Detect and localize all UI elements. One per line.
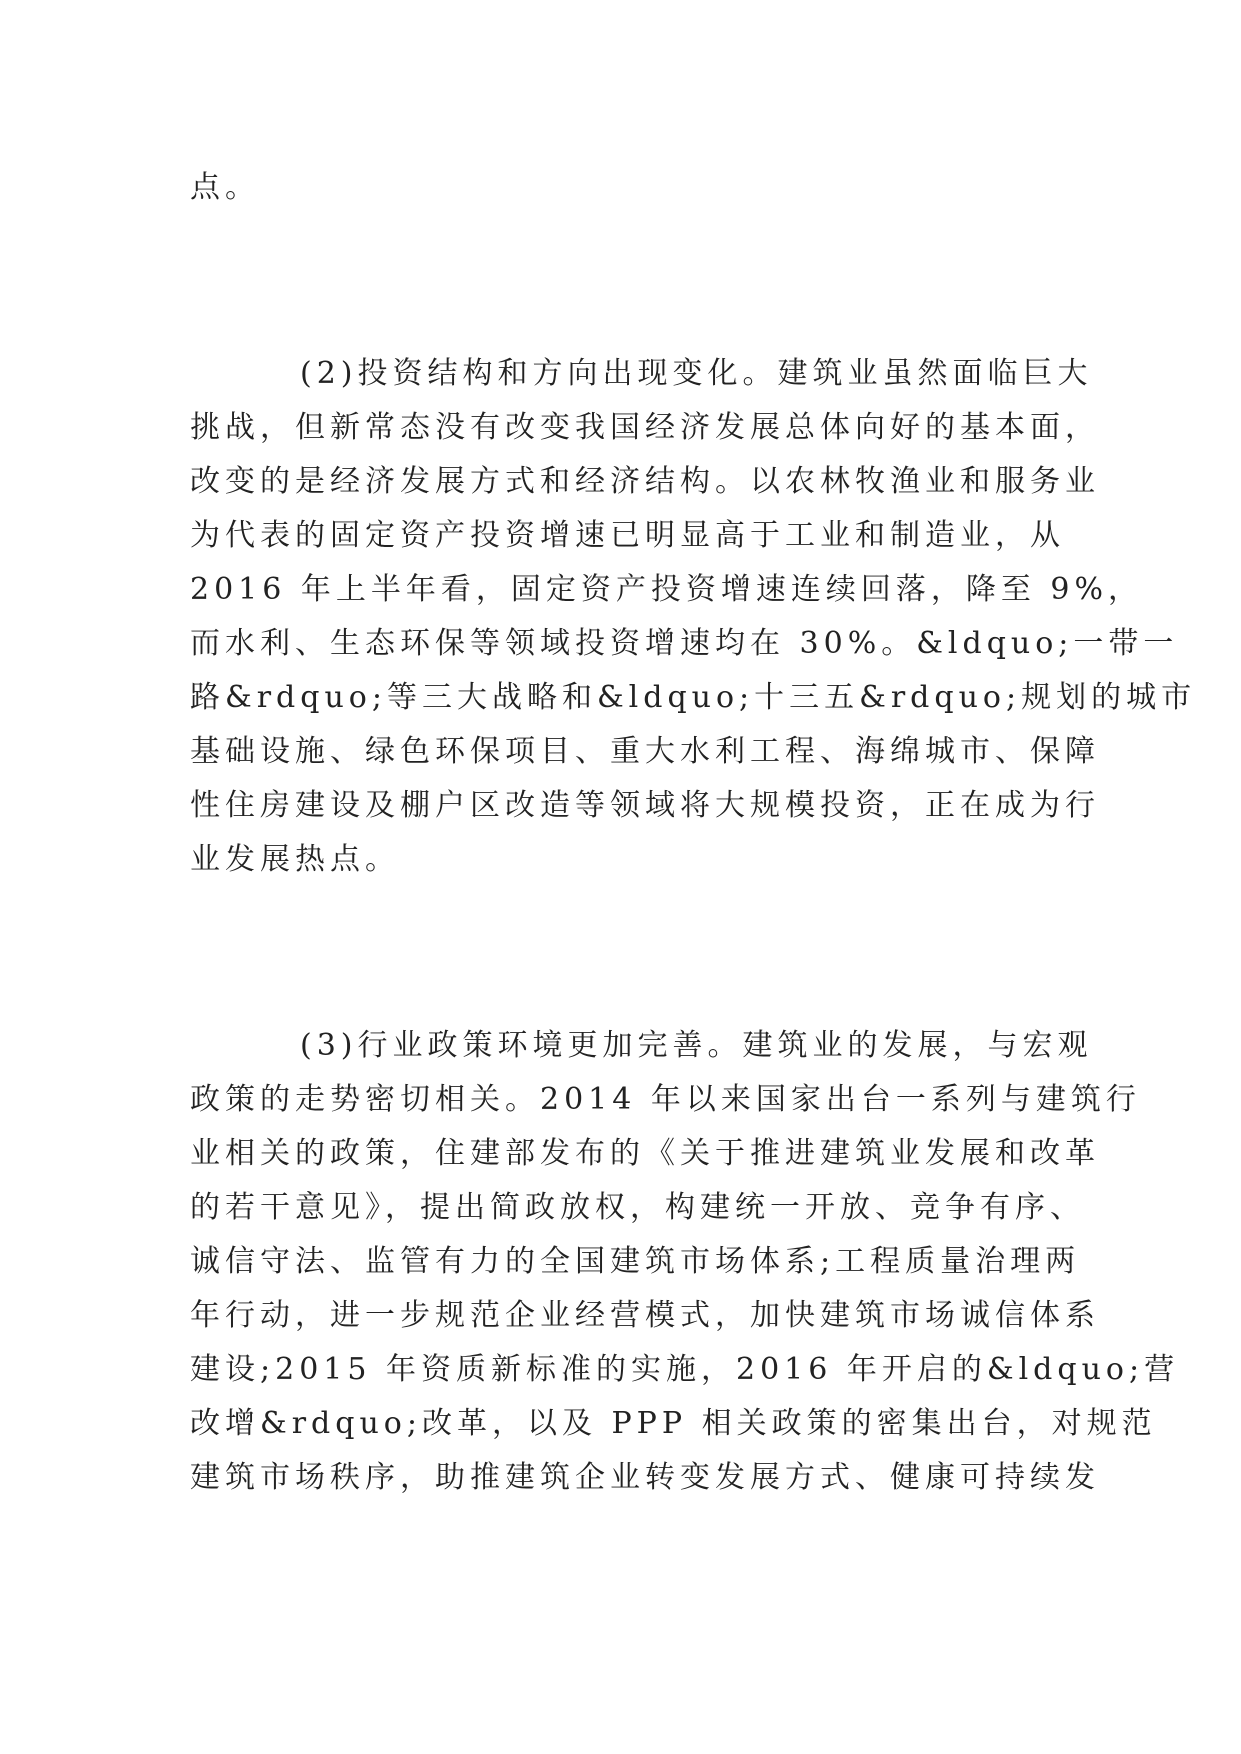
paragraph-3-line-9: 建筑市场秩序，助推建筑企业转变发展方式、健康可持续发	[190, 1460, 1100, 1495]
paragraph-2-line-7: 路&rdquo;等三大战略和&ldquo;十三五&rdquo;规划的城市	[190, 680, 1197, 715]
paragraph-3-line-8: 改增&rdquo;改革，以及 PPP 相关政策的密集出台，对规范	[190, 1406, 1157, 1441]
paragraph-3-line-5: 诚信守法、监管有力的全国建筑市场体系;工程质量治理两	[190, 1244, 1081, 1279]
paragraph-3-line-1: (3)行业政策环境更加完善。建筑业的发展，与宏观	[300, 1028, 1093, 1063]
paragraph-2-line-3: 改变的是经济发展方式和经济结构。以农林牧渔业和服务业	[190, 464, 1100, 499]
paragraph-3-line-3: 业相关的政策，住建部发布的《关于推进建筑业发展和改革	[190, 1136, 1100, 1171]
paragraph-3-line-2: 政策的走势密切相关。2014 年以来国家出台一系列与建筑行	[190, 1082, 1141, 1117]
paragraph-3-line-4: 的若干意见》，提出简政放权，构建统一开放、竞争有序、	[190, 1190, 1085, 1225]
paragraph-2-line-5: 2016 年上半年看，固定资产投资增速连续回落，降至 9%，	[190, 572, 1144, 607]
paragraph-2-line-6: 而水利、生态环保等领域投资增速均在 30%。&ldquo;一带一	[190, 626, 1179, 661]
paragraph-3-line-7: 建设;2015 年资质新标准的实施，2016 年开启的&ldquo;营	[190, 1352, 1180, 1387]
paragraph-2-line-9: 性住房建设及棚户区改造等领域将大规模投资，正在成为行	[190, 788, 1100, 823]
text-line-fragment: 点。	[190, 170, 260, 205]
paragraph-2-line-1: (2)投资结构和方向出现变化。建筑业虽然面临巨大	[300, 356, 1093, 391]
paragraph-2-line-8: 基础设施、绿色环保项目、重大水利工程、海绵城市、保障	[190, 734, 1100, 769]
paragraph-2-line-4: 为代表的固定资产投资增速已明显高于工业和制造业，从	[190, 518, 1065, 553]
paragraph-2-line-2: 挑战，但新常态没有改变我国经济发展总体向好的基本面，	[190, 410, 1100, 445]
paragraph-3-line-6: 年行动，进一步规范企业经营模式，加快建筑市场诚信体系	[190, 1298, 1100, 1333]
paragraph-2-line-10: 业发展热点。	[190, 842, 400, 877]
